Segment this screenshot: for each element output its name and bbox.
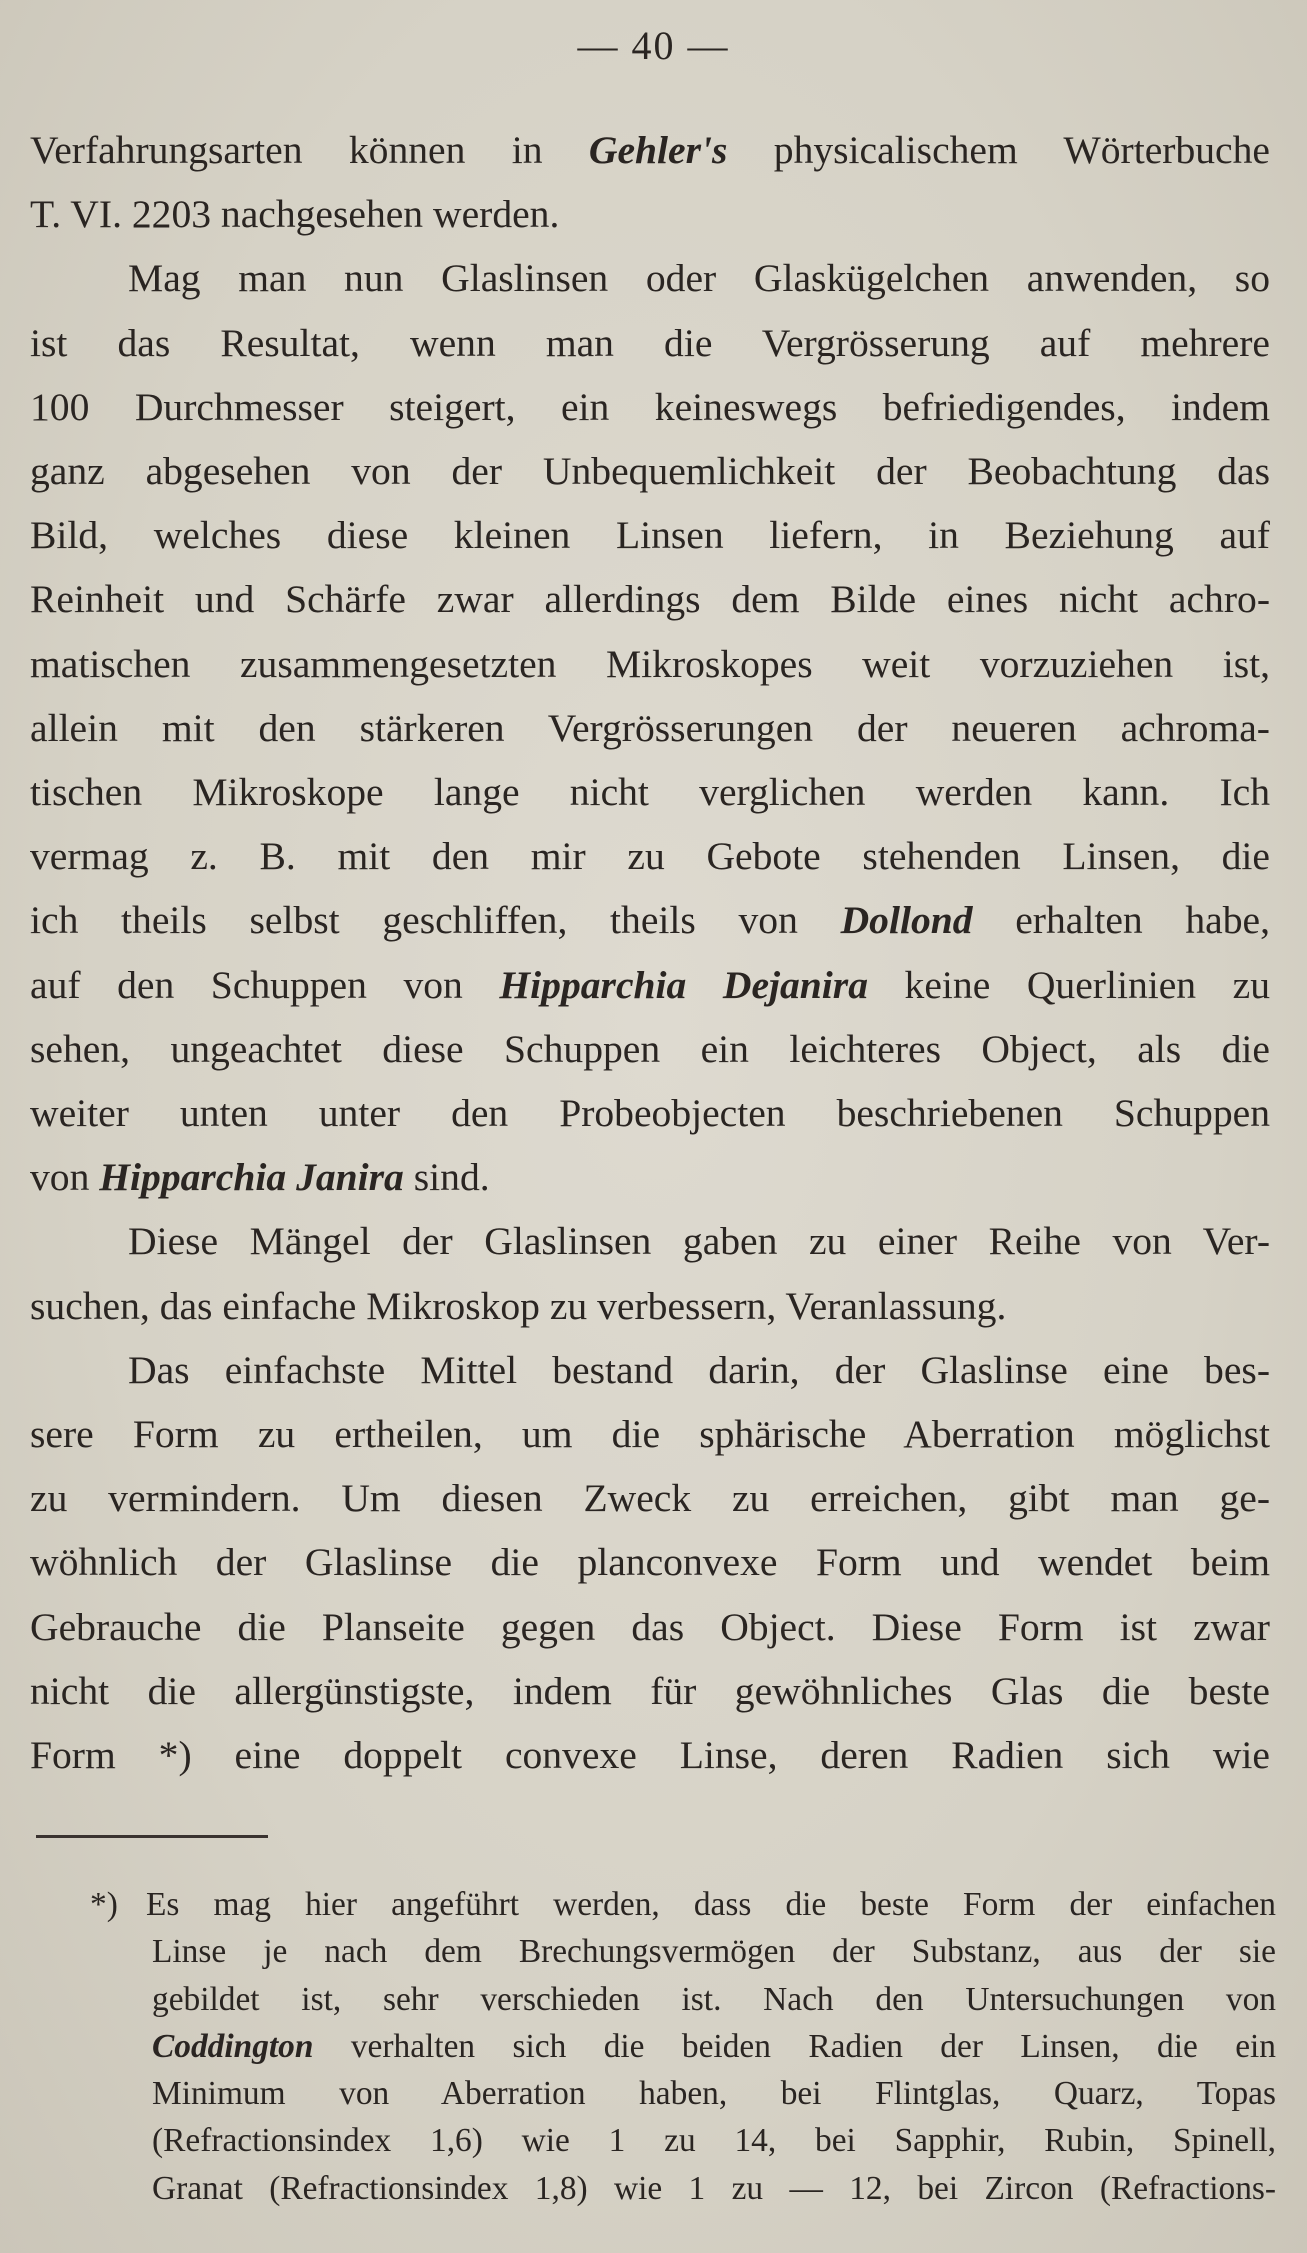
text-run: vermag z. B. mit den mir zu Gebote stehenden Linsen, die: [30, 834, 1270, 879]
text-line: [30, 1402, 1270, 1466]
text-line: [30, 182, 1270, 246]
text-line: [30, 1017, 1270, 1081]
text-run: Es mag hier angeführt werden, dass die beste Form der einfachen: [146, 1886, 1276, 1923]
italic-text: Dollond: [840, 898, 973, 943]
text-run: zu vermindern. Um diesen Zweck zu erreichen, gibt man ge-: [30, 1476, 1270, 1521]
text-run: sehen, ungeachtet diese Schuppen ein leichteres Object, als die: [30, 1026, 1270, 1071]
text-run: Form *) eine doppelt convexe Linse, deren Radien sich wie: [30, 1733, 1270, 1778]
text-line: [30, 1209, 1270, 1273]
text-run: ganz abgesehen von der Unbequemlichkeit der Beobachtung das: [30, 449, 1270, 494]
text-run: von: [30, 1155, 100, 1200]
text-line: [30, 888, 1270, 952]
text-line: [30, 1338, 1270, 1402]
text-line: [30, 1530, 1270, 1594]
text-line: [30, 632, 1270, 696]
text-line: [30, 1723, 1270, 1787]
text-line: [30, 118, 1270, 182]
text-run: allein mit den stärkeren Vergrösserungen der neueren achroma-: [30, 705, 1270, 750]
paragraph: [30, 1338, 1270, 1787]
text-run: gebildet ist, sehr verschieden ist. Nach den Untersuchungen von: [152, 1980, 1276, 2018]
text-run: keine Querlinien zu: [868, 962, 1270, 1007]
text-line: [30, 953, 1270, 1017]
footnote-line: [90, 2117, 1276, 2164]
footnote: [90, 1881, 1276, 2212]
text-line: [30, 760, 1270, 824]
paragraph: [30, 118, 1270, 246]
paragraph: [30, 246, 1270, 1209]
text-line: [30, 246, 1270, 310]
footnote-line: [90, 2070, 1276, 2117]
text-run: ist das Resultat, wenn man die Vergrösserung auf mehrere: [30, 320, 1270, 365]
text-run: matischen zusammengesetzten Mikroskopes weit vorzuziehen ist,: [30, 641, 1270, 686]
text-line: [30, 1274, 1270, 1338]
text-line: [30, 311, 1270, 375]
text-line: [30, 439, 1270, 503]
text-run: (Refractionsindex 1,6) wie 1 zu 14, bei Sapphir, Rubin, Spinell,: [152, 2122, 1276, 2160]
footnote-line: [90, 2023, 1276, 2070]
text-line: [30, 1595, 1270, 1659]
text-run: Granat (Refractionsindex 1,8) wie 1 zu — 12, bei Zircon (Refractions-: [152, 2169, 1276, 2207]
text-line: [30, 824, 1270, 888]
italic-text: Hipparchia Dejanira: [499, 962, 868, 1007]
text-run: auf den Schuppen von: [30, 962, 500, 1007]
text-run: ich theils selbst geschliffen, theils von: [30, 898, 841, 943]
footnote-line: [90, 1976, 1276, 2023]
text-line: [30, 567, 1270, 631]
text-line: [30, 1659, 1270, 1723]
text-run: wöhnlich der Glaslinse die planconvexe Form und wendet beim: [30, 1540, 1270, 1585]
text-line: [30, 1466, 1270, 1530]
italic-text: Gehler's: [588, 128, 728, 172]
text-line: [30, 696, 1270, 760]
text-line: [30, 503, 1270, 567]
text-run: Verfahrungsarten können in: [30, 128, 589, 172]
text-run: Reinheit und Schärfe zwar allerdings dem Bilde eines nicht achro-: [30, 577, 1270, 622]
text-run: Minimum von Aberration haben, bei Flintglas, Quarz, Topas: [152, 2075, 1276, 2113]
text-run: Bild, welches diese kleinen Linsen liefern, in Beziehung auf: [30, 513, 1270, 558]
text-run: Diese Mängel der Glaslinsen gaben zu einer Reihe von Ver-: [128, 1219, 1270, 1264]
text-line: [30, 1145, 1270, 1209]
text-run: sere Form zu ertheilen, um die sphärische Aberration möglichst: [30, 1412, 1270, 1457]
text-run: T. VI. 2203 nachgesehen werden.: [30, 192, 560, 237]
text-run: erhalten habe,: [972, 898, 1270, 943]
text-run: Das einfachste Mittel bestand darin, der Glaslinse eine bes-: [128, 1347, 1270, 1392]
footnote-line: [90, 1881, 1276, 1928]
text-run: tischen Mikroskope lange nicht verglichen werden kann. Ich: [30, 770, 1270, 815]
text-line: [30, 1081, 1270, 1145]
text-run: weiter unten unter den Probeobjecten beschriebenen Schuppen: [30, 1091, 1270, 1136]
text-run: verhalten sich die beiden Radien der Linsen, die ein: [313, 2027, 1276, 2065]
text-line: [30, 375, 1270, 439]
footnote-line: [90, 2165, 1276, 2212]
footnote-line: [90, 1928, 1276, 1975]
text-run: physicalischem Wörterbuche: [727, 128, 1270, 172]
text-run: suchen, das einfache Mikroskop zu verbessern, Veranlassung.: [30, 1283, 1007, 1328]
italic-text: Coddington: [152, 2027, 314, 2065]
text-run: Mag man nun Glaslinsen oder Glaskügelchen anwenden, so: [128, 256, 1270, 301]
footnote-rule: [36, 1835, 268, 1838]
page-number: — 40 —: [577, 23, 730, 68]
text-run: 100 Durchmesser steigert, ein keineswegs befriedigendes, indem: [30, 384, 1270, 429]
italic-text: Hipparchia Janira: [99, 1155, 404, 1200]
body-text: [30, 118, 1270, 1787]
text-run: Linse je nach dem Brechungsvermögen der Substanz, aus der sie: [152, 1933, 1276, 1971]
text-run: nicht die allergünstigste, indem für gewöhnliches Glas die beste: [30, 1668, 1270, 1713]
text-run: sind.: [403, 1155, 490, 1200]
paragraph: [30, 1209, 1270, 1337]
text-run: Gebrauche die Planseite gegen das Object. Diese Form ist zwar: [30, 1604, 1270, 1649]
footnote-marker: *): [90, 1886, 118, 1923]
